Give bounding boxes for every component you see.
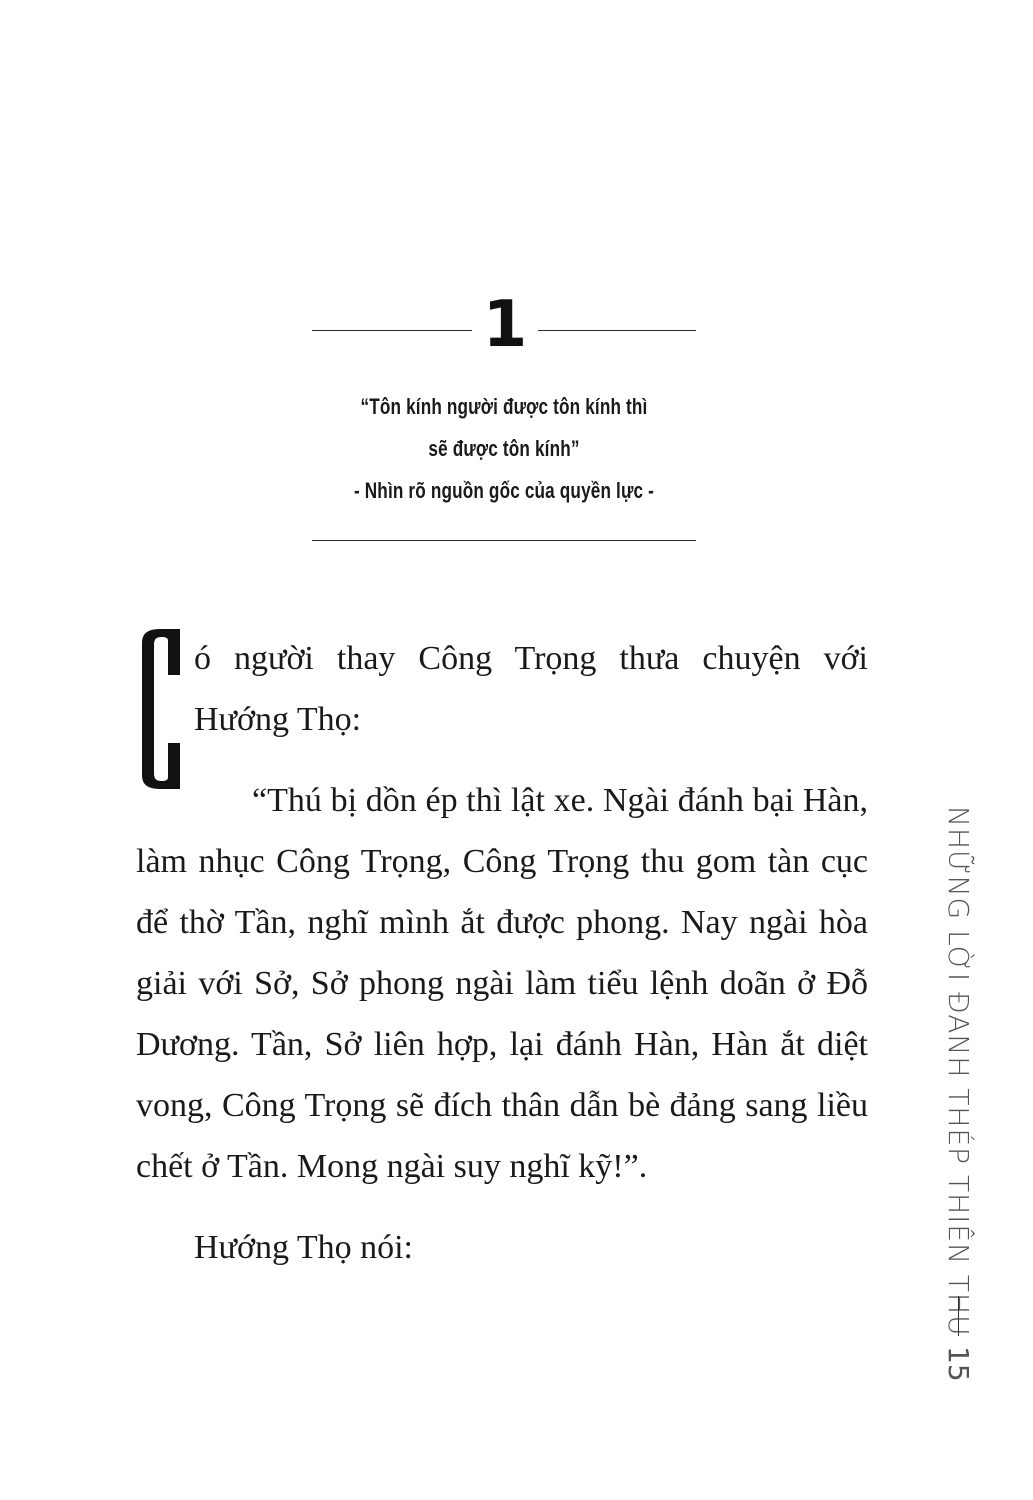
paragraph-2: “Thú bị dồn ép thì lật xe. Ngài đánh bại Hàn, làm nhục Công Trọng, Công Trọng thu gom tàn cục để thờ Tần, nghĩ mình ắt được phong. Nay ngài hòa giải với Sở, Sở phong ngài làm tiểu lệnh doãn ở Đỗ Dương. Tần, Sở liên hợp, lại đánh Hàn, Hàn ắt diệt vong, Công Trọng sẽ đích thân dẫn bè đảng sang liều chết ở Tần. Mong ngài suy nghĩ kỹ!”. <box>136 782 868 1185</box>
epigraph-line: “Tôn kính người được tôn kính thì <box>360 394 648 419</box>
paragraph-1 <box>136 628 868 750</box>
epigraph-subtitle: - Nhìn rõ nguồn gốc của quyền lực - <box>353 478 655 503</box>
heading-rule-left <box>312 330 472 331</box>
epigraph-line: sẽ được tôn kính” <box>428 436 580 461</box>
page-number: 15 <box>942 1346 975 1382</box>
chapter-heading <box>312 290 696 360</box>
paragraph-3: Hướng Thọ nói: <box>194 1229 414 1266</box>
running-book-title: NHỮNG LỜI ĐANH THÉP THIÊN THU <box>942 806 975 1337</box>
running-title-divider <box>958 1296 959 1336</box>
chapter-number: 1 <box>482 288 528 362</box>
heading-rule-right <box>538 330 696 331</box>
paragraph-1-text: ó người thay Công Trọng thưa chuyện với Hướng Thọ: <box>194 640 868 738</box>
body-text <box>136 628 868 1278</box>
drop-cap <box>134 629 188 789</box>
chapter-epigraph <box>315 386 693 512</box>
epigraph-bottom-rule <box>312 540 696 541</box>
